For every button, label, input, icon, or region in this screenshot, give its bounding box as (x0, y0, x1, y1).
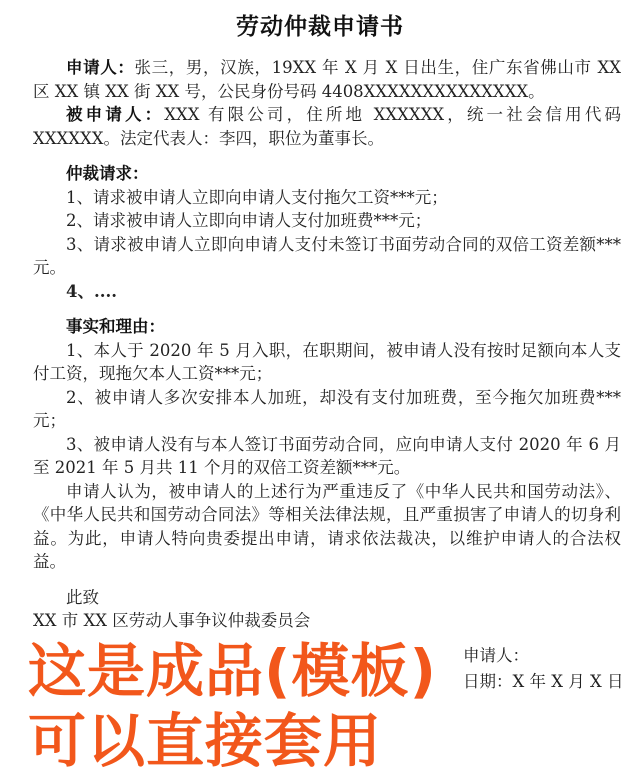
request-item: 3、请求被申请人立即向申请人支付未签订书面劳动合同的双倍工资差额***元。 (33, 234, 621, 277)
signature-applicant: 申请人： (463, 646, 529, 665)
respondent-text: XXX 有限公司，住所地 XXXXXX，统一社会信用代码 XXXXXX。法定代表人：李四，职位为董事长。 (33, 105, 621, 148)
requests-heading: 仲裁请求： (66, 164, 149, 183)
facts-heading: 事实和理由： (66, 317, 165, 336)
fact-item: 2、被申请人多次安排本人加班，却没有支付加班费，至今拖欠加班费***元； (33, 387, 621, 430)
applicant-label: 申请人： (66, 58, 135, 77)
fact-conclusion: 申请人认为，被申请人的上述行为严重违反了《中华人民共和国劳动法》、《中华人民共和国劳动合同法》等相关法律法规，且严重损害了申请人的切身利益。为此，申请人特向贵委提出申请，请求依法裁决，以维护申请人的合法权益。 (33, 481, 621, 571)
fact-item: 1、本人于 2020 年 5 月入职，在职期间，被申请人没有按时足额向本人支付工资，现拖欠本人工资***元； (33, 340, 621, 383)
closing: 此致 (66, 587, 99, 607)
recipient: XX 市 XX 区劳动人事争议仲裁委员会 (33, 611, 311, 630)
applicant-text: 张三，男，汉族，19XX 年 X 月 X 日出生，住广东省佛山市 XX 区 XX 镇 XX 街 XX 号，公民身份号码 4408XXXXXXXXXXXXXX。 (33, 58, 622, 101)
respondent-label: 被申请人： (66, 105, 165, 124)
request-item: 4、.... (66, 281, 117, 301)
overlay-text-line2: 可以直接套用 (28, 707, 383, 775)
signature-date: 日期：X 年 X 月 X 日 (463, 672, 624, 691)
request-item: 1、请求被申请人立即向申请人支付拖欠工资***元； (66, 187, 448, 207)
applicant-paragraph (33, 56, 621, 103)
fact-item: 3、被申请人没有与本人签订书面劳动合同，应向申请人支付 2020 年 6 月至 2021 年 5 月共 11 个月的双倍工资差额***元。 (33, 434, 621, 477)
document-title: 劳动仲裁申请书 (236, 13, 404, 40)
overlay-text-line1: 这是成品(模板) (28, 637, 438, 705)
respondent-paragraph (33, 103, 621, 150)
document-body (33, 56, 621, 633)
request-item: 2、请求被申请人立即向申请人支付加班费***元； (66, 211, 432, 230)
